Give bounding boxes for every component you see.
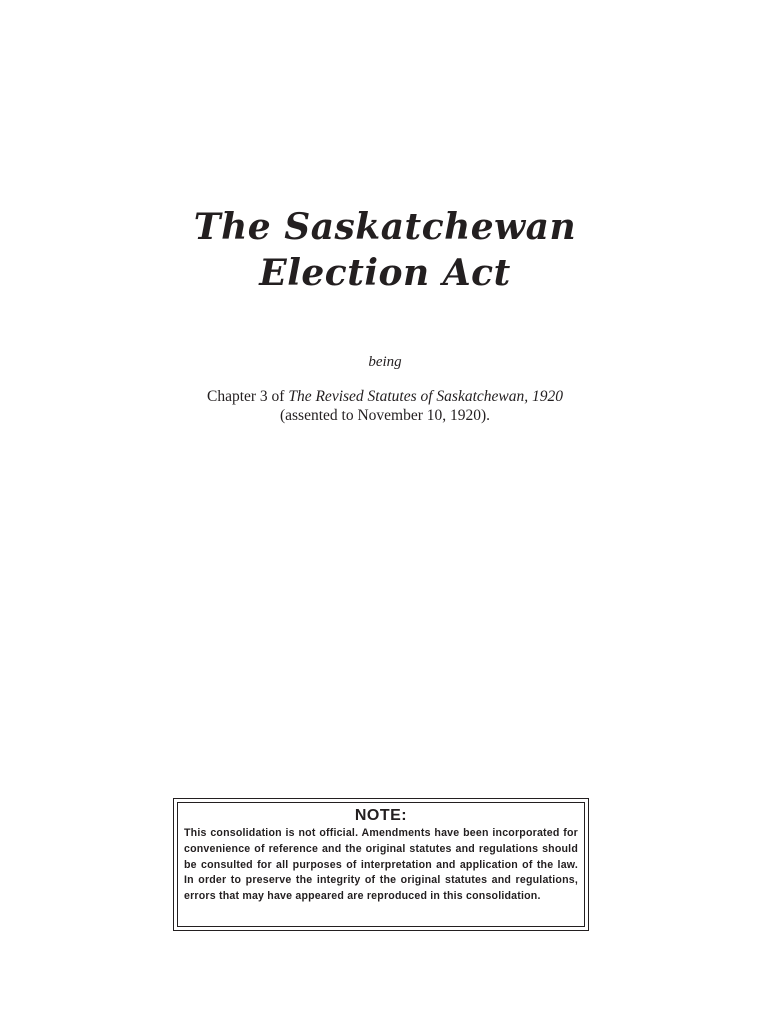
chapter-line bbox=[0, 387, 770, 406]
note-inner-frame bbox=[177, 802, 585, 927]
chapter-prefix: Chapter 3 of bbox=[206, 388, 289, 405]
document-title bbox=[0, 204, 770, 296]
chapter-reference bbox=[0, 387, 770, 425]
title-line-2: Election Act bbox=[259, 252, 511, 294]
note-body: This consolidation is not official. Amendments have been incorporated for convenience of reference and the original statutes and regulations should be consulted for all purposes of interpretation and application of the law. In order to preserve the integrity of the original statutes and regulations, errors that may have appeared are reproduced in this consolidation. bbox=[184, 827, 578, 903]
statute-name: The Revised Statutes of Saskatchewan, 1920 bbox=[288, 388, 563, 405]
being-text: being bbox=[368, 354, 402, 370]
note-box bbox=[173, 798, 589, 931]
assent-date: (assented to November 10, 1920). bbox=[279, 407, 491, 424]
note-heading: NOTE: bbox=[354, 807, 408, 824]
title-line-1: The Saskatchewan bbox=[193, 206, 577, 248]
